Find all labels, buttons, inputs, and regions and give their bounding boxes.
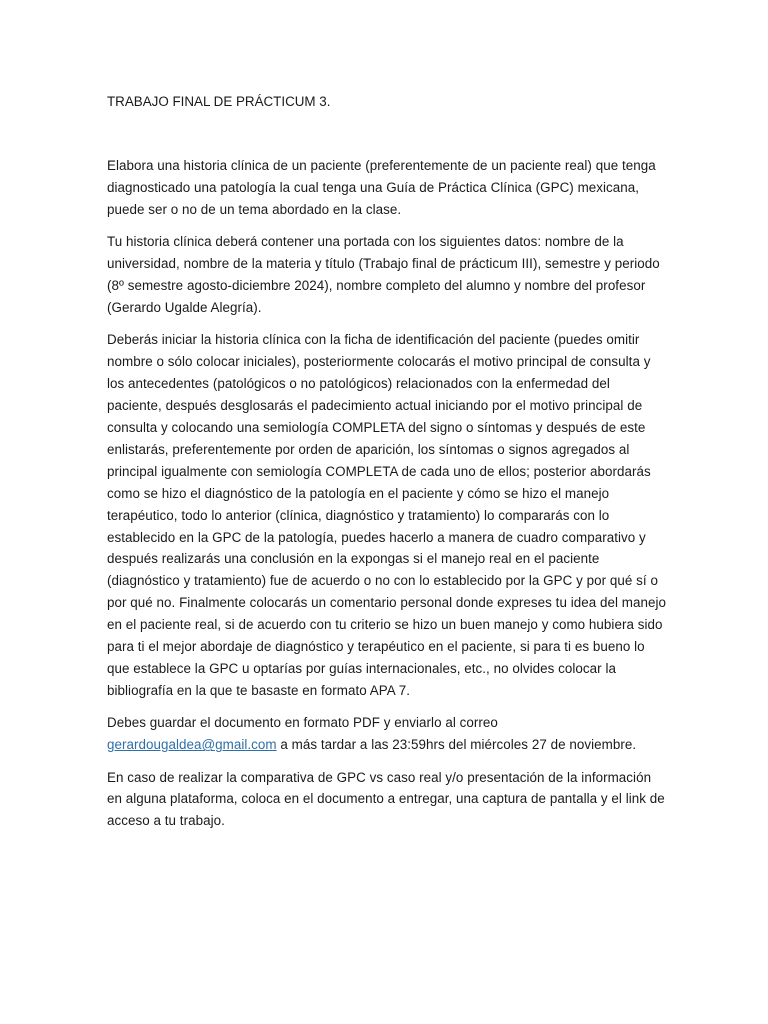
- document-title: TRABAJO FINAL DE PRÁCTICUM 3.: [107, 94, 331, 109]
- closing-paragraph: En caso de realizar la comparativa de GPC vs caso real y/o presentación de la información en alguna plataforma, coloca en el documento a entregar, una captura de pantalla y el link de acceso a tu trabajo.: [107, 769, 665, 829]
- cover-requirements-paragraph: Tu historia clínica deberá contener una portada con los siguientes datos: nombre de la universidad, nombre de la materia y título (Trabajo final de prácticum III), semestre y periodo (8º semestre agosto-diciembre 2024), nombre completo del alumno y nombre del profesor (Gerardo Ugalde Alegría).: [107, 234, 660, 315]
- document-page: [107, 92, 667, 843]
- email-link[interactable]: gerardougaldea@gmail.com: [107, 737, 277, 753]
- delivery-text-before: Debes guardar el documento en formato PDF y enviarlo al correo: [107, 715, 498, 731]
- delivery-paragraph: [107, 712, 667, 756]
- content-instructions-paragraph: Deberás iniciar la historia clínica con la ficha de identificación del paciente (puedes omitir nombre o sólo colocar iniciales), posteriormente colocarás el motivo principal de consulta y los antecedentes (patológicos o no patológicos) relacionados con la enfermedad del paciente, después desglosarás el padecimiento actual iniciando por el motivo principal de consulta y colocando una semiología COMPLETA del signo o síntomas y después de este enlistarás, preferentemente por orden de aparición, los síntomas o signos agregados al principal igualmente con semiología COMPLETA de cada uno de ellos; posterior abordarás como se hizo el diagnóstico de la patología en el paciente y cómo se hizo el manejo terapéutico, todo lo anterior (clínica, diagnóstico y tratamiento) lo compararás con lo establecido en la GPC de la patología, puedes hacerlo a manera de cuadro comparativo y después realizarás una conclusión en la expongas si el manejo real en el paciente (diagnóstico y tratamiento) fue de acuerdo o no con lo establecido por la GPC y por qué sí o por qué no. Finalmente colocarás un comentario personal donde expreses tu idea del manejo en el paciente real, si de acuerdo con tu criterio se hizo un buen manejo y como hubiera sido para ti el mejor abordaje de diagnóstico y terapéutico en el paciente, si para ti es bueno lo que establece la GPC u optarías por guías internacionales, etc., no olvides colocar la bibliografía en la que te basaste en formato APA 7.: [107, 332, 667, 698]
- intro-paragraph: Elabora una historia clínica de un paciente (preferentemente de un paciente real) que tenga diagnosticado una patología la cual tenga una Guía de Práctica Clínica (GPC) mexicana, puede ser o no de un tema abordado en la clase.: [107, 158, 656, 217]
- delivery-text-after: a más tardar a las 23:59hrs del miércoles 27 de noviembre.: [276, 737, 637, 753]
